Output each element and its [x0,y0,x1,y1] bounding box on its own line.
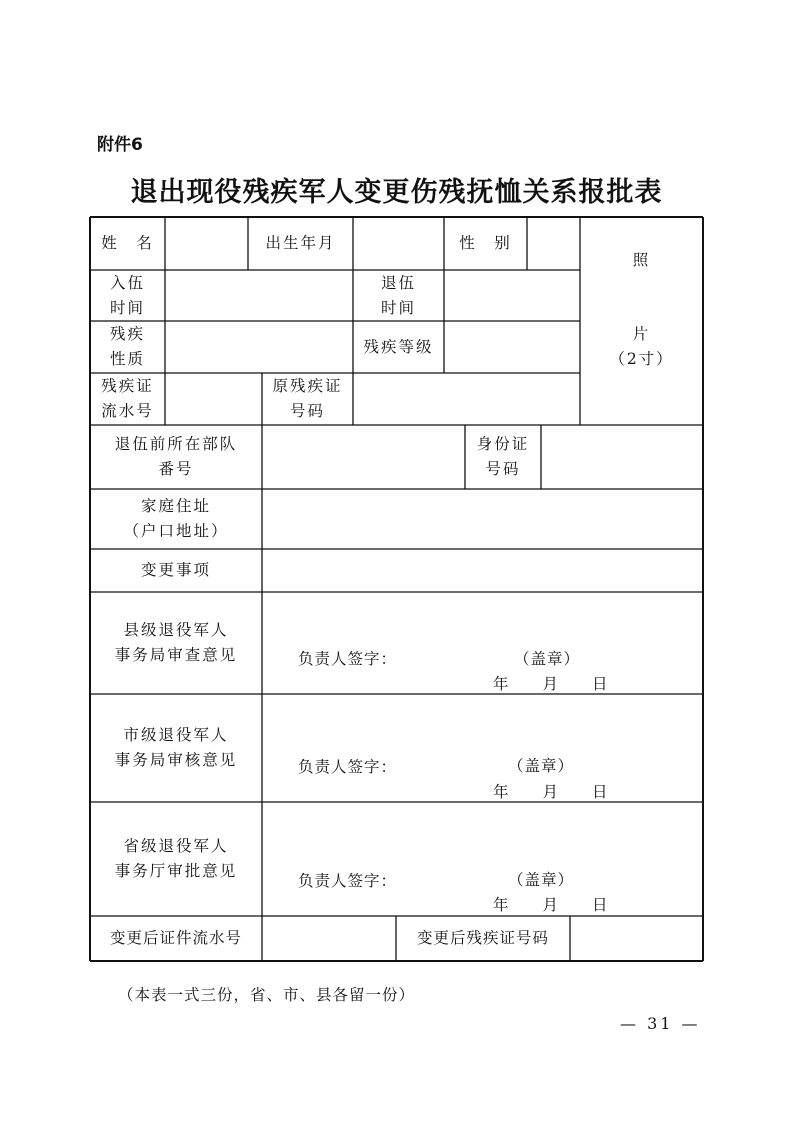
page-title: 退出现役残疾军人变更伤残抚恤关系报批表 [130,177,663,208]
photo-area[interactable] [580,217,703,425]
disability-level-field[interactable] [444,321,580,373]
county-opinion-field[interactable] [262,592,703,694]
name-label: 姓 名 [101,234,154,252]
city-signature-label: 负责人签字： [298,758,398,776]
id-number-label: 身份证 号码 [476,435,530,478]
city-opinion-field[interactable] [262,694,703,802]
original-cert-number-label: 原残疾证 号码 [272,377,343,420]
new-cert-number-label: 变更后残疾证号码 [416,929,549,947]
change-item-label: 变更事项 [140,561,211,579]
page-number: — 31 — [620,1014,701,1033]
gender-label: 性 别 [459,234,512,252]
birth-date-field[interactable] [353,217,444,270]
disability-level-label: 残疾等级 [363,337,434,356]
province-opinion-label: 省级退役军人 事务厅审批意见 [114,837,238,880]
id-number-field[interactable] [541,425,703,489]
home-address-field[interactable] [262,489,703,549]
disability-nature-label: 残疾 性质 [109,325,145,368]
city-seal-label: （盖章） [508,757,575,775]
gender-field[interactable] [527,217,580,270]
county-signature-label: 负责人签字： [298,650,398,668]
county-opinion-label: 县级退役军人 事务局审查意见 [114,621,238,664]
footnote: （本表一式三份，省、市、县各留一份） [118,986,416,1004]
cert-serial-field[interactable] [165,373,262,425]
province-date-label: 年 月 日 [493,896,609,914]
cert-serial-label: 残疾证 流水号 [101,377,154,420]
new-cert-serial-field[interactable] [262,916,396,961]
photo-label-bottom: 片 （2寸） [609,325,674,368]
new-cert-serial-label: 变更后证件流水号 [109,929,242,947]
attachment-label: 附件6 [97,135,143,155]
change-item-field[interactable] [262,549,703,592]
enlist-time-label: 入伍 时间 [109,273,145,317]
unit-number-field[interactable] [262,425,465,489]
photo-label-top: 照 [632,250,651,269]
province-seal-label: （盖章） [508,871,575,889]
county-seal-label: （盖章） [514,650,581,668]
home-address-label: 家庭住址 （户口地址） [123,497,229,540]
disability-nature-field[interactable] [165,321,353,373]
city-date-label: 年 月 日 [493,783,609,801]
retire-time-field[interactable] [444,270,580,321]
province-signature-label: 负责人签字： [298,872,398,890]
new-cert-number-field[interactable] [570,916,703,961]
birth-date-label: 出生年月 [265,234,336,252]
county-date-label: 年 月 日 [493,675,609,693]
name-field[interactable] [165,217,248,270]
city-opinion-label: 市级退役军人 事务局审核意见 [114,726,238,769]
retire-time-label: 退伍 时间 [380,273,416,317]
unit-number-label: 退伍前所在部队 番号 [114,435,238,478]
enlist-time-field[interactable] [165,270,353,321]
province-opinion-field[interactable] [262,802,703,916]
original-cert-number-field[interactable] [353,373,580,425]
